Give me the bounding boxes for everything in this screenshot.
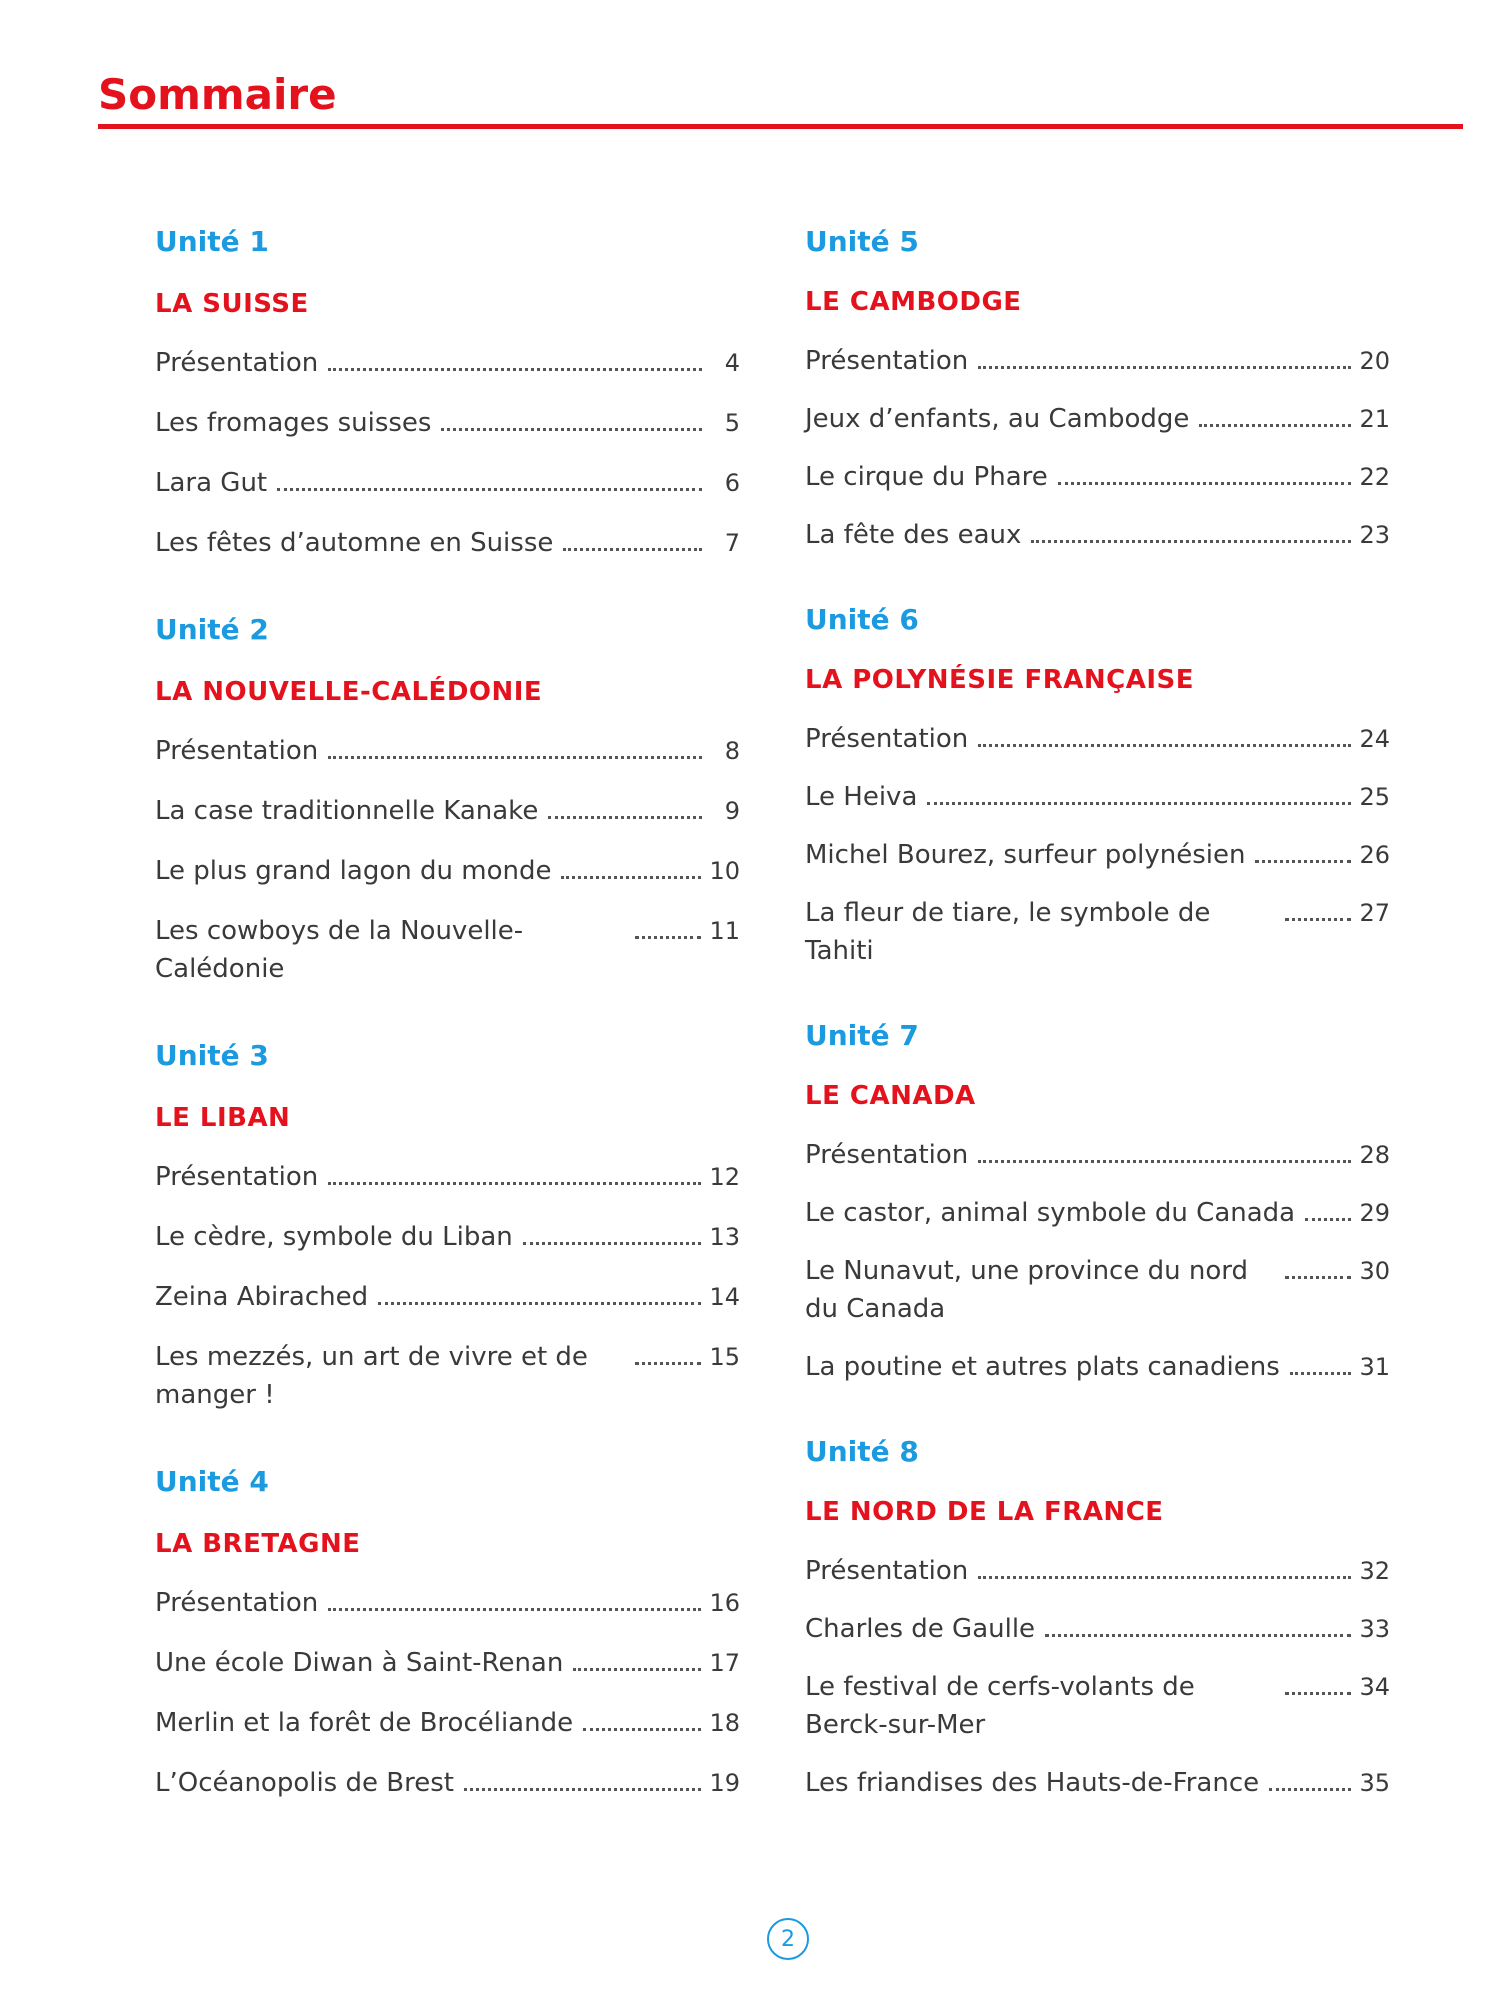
entry-page: 14 <box>709 1283 740 1311</box>
toc-entries <box>805 720 1390 970</box>
toc-entry[interactable] <box>155 1218 740 1256</box>
toc-entries <box>155 732 740 988</box>
dot-leader <box>1285 918 1351 921</box>
dot-leader <box>378 1302 701 1305</box>
entry-page: 4 <box>724 349 740 377</box>
unit-country: LE CANADA <box>805 1081 976 1111</box>
toc-column-left <box>155 222 740 1850</box>
entry-page: 23 <box>1359 521 1390 549</box>
unit-country: LE CAMBODGE <box>805 287 1022 317</box>
entry-page: 22 <box>1359 463 1390 491</box>
entry-title: La poutine et autres plats canadiens <box>805 1352 1280 1382</box>
dot-leader <box>328 756 702 759</box>
entry-page: 6 <box>724 469 740 497</box>
dot-leader <box>978 1576 1351 1579</box>
entry-title: La fleur de tiare, le symbole de Tahiti <box>805 898 1211 966</box>
toc-entries <box>805 342 1390 554</box>
entry-page: 30 <box>1359 1257 1390 1285</box>
entry-page: 16 <box>709 1589 740 1617</box>
entry-page: 13 <box>709 1223 740 1251</box>
toc-entry[interactable] <box>805 1552 1390 1590</box>
entry-title: Présentation <box>155 348 319 378</box>
entry-page: 24 <box>1359 725 1390 753</box>
toc-entry[interactable] <box>805 458 1390 496</box>
unit-section <box>805 222 1390 554</box>
dot-leader <box>1305 1218 1351 1221</box>
entry-page: 29 <box>1359 1199 1390 1227</box>
entry-page: 34 <box>1359 1673 1390 1701</box>
toc-entry[interactable] <box>805 894 1390 970</box>
toc-entry[interactable] <box>155 464 740 502</box>
dot-leader <box>1285 1692 1351 1695</box>
toc-entry[interactable] <box>155 344 740 382</box>
dot-leader <box>583 1728 701 1731</box>
toc-entries <box>155 1158 740 1414</box>
toc-entry[interactable] <box>155 1278 740 1316</box>
dot-leader <box>1058 482 1352 485</box>
title-underline <box>98 124 1463 129</box>
entry-title: Jeux d’enfants, au Cambodge <box>805 404 1190 434</box>
toc-entry[interactable] <box>805 836 1390 874</box>
unit-section <box>155 1462 740 1802</box>
dot-leader <box>328 368 702 371</box>
unit-label: Unité 4 <box>155 1465 269 1498</box>
entry-title: Michel Bourez, surfeur polynésien <box>805 840 1246 870</box>
toc-entry[interactable] <box>805 1668 1390 1744</box>
entry-title: Présentation <box>805 724 969 754</box>
unit-country: LA SUISSE <box>155 289 309 319</box>
dot-leader <box>635 936 701 939</box>
dot-leader <box>328 1182 701 1185</box>
entry-page: 32 <box>1359 1557 1390 1585</box>
unit-country: LA BRETAGNE <box>155 1529 361 1559</box>
entry-title: Lara Gut <box>155 468 268 498</box>
entry-title: Merlin et la forêt de Brocéliande <box>155 1708 574 1738</box>
entry-title: Les cowboys de la Nouvelle-Calédonie <box>155 916 524 984</box>
entry-title: Les fêtes d’automne en Suisse <box>155 528 554 558</box>
entry-title: La fête des eaux <box>805 520 1022 550</box>
toc-entries <box>155 1584 740 1802</box>
dot-leader <box>441 428 702 431</box>
entry-page: 19 <box>709 1769 740 1797</box>
toc-entry[interactable] <box>805 1764 1390 1802</box>
unit-country: LA POLYNÉSIE FRANÇAISE <box>805 665 1195 695</box>
dot-leader <box>1290 1372 1352 1375</box>
entry-page: 26 <box>1359 841 1390 869</box>
toc-entry[interactable] <box>805 1136 1390 1174</box>
toc-entry[interactable] <box>805 1194 1390 1232</box>
entry-title: Présentation <box>805 1556 969 1586</box>
toc-entry[interactable] <box>155 792 740 830</box>
dot-leader <box>561 876 701 879</box>
entry-page: 28 <box>1359 1141 1390 1169</box>
unit-label: Unité 6 <box>805 603 919 636</box>
toc-entry[interactable] <box>155 732 740 770</box>
entry-title: Le cirque du Phare <box>805 462 1048 492</box>
toc-entry[interactable] <box>155 1158 740 1196</box>
toc-entries <box>805 1136 1390 1386</box>
unit-section <box>805 600 1390 970</box>
toc-entry[interactable] <box>155 524 740 562</box>
entry-title: Le castor, animal symbole du Canada <box>805 1198 1296 1228</box>
entry-title: Le Nunavut, une province du nord du Canada <box>805 1256 1248 1324</box>
toc-entry[interactable] <box>155 852 740 890</box>
unit-country: LA NOUVELLE-CALÉDONIE <box>155 677 543 707</box>
unit-label: Unité 5 <box>805 225 919 258</box>
dot-leader <box>464 1788 702 1791</box>
entry-title: Le cèdre, symbole du Liban <box>155 1222 513 1252</box>
entry-page: 8 <box>724 737 740 765</box>
page-number-badge: 2 <box>767 1918 809 1960</box>
dot-leader <box>635 1362 701 1365</box>
entry-page: 10 <box>709 857 740 885</box>
unit-country: LE LIBAN <box>155 1103 291 1133</box>
entry-page: 21 <box>1359 405 1390 433</box>
unit-section <box>155 222 740 562</box>
entry-title: Les friandises des Hauts-de-France <box>805 1768 1260 1798</box>
entry-page: 7 <box>724 529 740 557</box>
entry-page: 35 <box>1359 1769 1390 1797</box>
entry-page: 12 <box>709 1163 740 1191</box>
entry-title: Une école Diwan à Saint-Renan <box>155 1648 564 1678</box>
dot-leader <box>1285 1276 1351 1279</box>
toc-column-right <box>805 222 1390 1848</box>
toc-entries <box>155 344 740 562</box>
entry-page: 9 <box>724 797 740 825</box>
toc-entry[interactable] <box>155 1584 740 1622</box>
dot-leader <box>523 1242 702 1245</box>
entry-page: 31 <box>1359 1353 1390 1381</box>
toc-entries <box>805 1552 1390 1802</box>
unit-section <box>805 1016 1390 1386</box>
entry-title: Charles de Gaulle <box>805 1614 1036 1644</box>
entry-page: 33 <box>1359 1615 1390 1643</box>
dot-leader <box>1255 860 1351 863</box>
entry-title: Le plus grand lagon du monde <box>155 856 552 886</box>
dot-leader <box>1031 540 1351 543</box>
toc-entry[interactable] <box>155 1338 740 1414</box>
toc-entry[interactable] <box>155 1764 740 1802</box>
unit-country: LE NORD DE LA FRANCE <box>805 1497 1164 1527</box>
entry-title: La case traditionnelle Kanake <box>155 796 539 826</box>
unit-label: Unité 7 <box>805 1019 919 1052</box>
entry-title: Présentation <box>155 1588 319 1618</box>
entry-title: Les mezzés, un art de vivre et de manger ! <box>155 1342 588 1410</box>
dot-leader <box>927 802 1351 805</box>
entry-page: 18 <box>709 1709 740 1737</box>
entry-title: Présentation <box>155 1162 319 1192</box>
entry-page: 17 <box>709 1649 740 1677</box>
entry-page: 15 <box>709 1343 740 1371</box>
toc-entry[interactable] <box>155 404 740 442</box>
dot-leader <box>978 1160 1351 1163</box>
page-title: Sommaire <box>98 70 337 119</box>
entry-page: 11 <box>709 917 740 945</box>
entry-title: Présentation <box>805 1140 969 1170</box>
unit-label: Unité 2 <box>155 613 269 646</box>
entry-title: Le festival de cerfs-volants de Berck-sur-Mer <box>805 1672 1195 1740</box>
entry-title: Présentation <box>155 736 319 766</box>
toc-entry[interactable] <box>805 720 1390 758</box>
entry-page: 25 <box>1359 783 1390 811</box>
dot-leader <box>978 744 1351 747</box>
entry-page: 27 <box>1359 899 1390 927</box>
entry-title: L’Océanopolis de Brest <box>155 1768 454 1798</box>
dot-leader <box>1045 1634 1351 1637</box>
entry-title: Le Heiva <box>805 782 918 812</box>
unit-section <box>805 1432 1390 1802</box>
dot-leader <box>277 488 702 491</box>
toc-entry[interactable] <box>805 342 1390 380</box>
toc-entry[interactable] <box>805 516 1390 554</box>
entry-title: Zeina Abirached <box>155 1282 369 1312</box>
entry-title: Les fromages suisses <box>155 408 432 438</box>
toc-entry[interactable] <box>805 400 1390 438</box>
entry-page: 20 <box>1359 347 1390 375</box>
unit-section <box>155 610 740 988</box>
unit-section <box>155 1036 740 1414</box>
dot-leader <box>548 816 702 819</box>
toc-entry[interactable] <box>805 1610 1390 1648</box>
dot-leader <box>1269 1788 1351 1791</box>
entry-page: 5 <box>724 409 740 437</box>
toc-entry[interactable] <box>155 912 740 988</box>
toc-entry[interactable] <box>805 1252 1390 1328</box>
dot-leader <box>978 366 1351 369</box>
dot-leader <box>328 1608 701 1611</box>
dot-leader <box>1199 424 1351 427</box>
unit-label: Unité 1 <box>155 225 269 258</box>
toc-entry[interactable] <box>155 1644 740 1682</box>
toc-entry[interactable] <box>155 1704 740 1742</box>
unit-label: Unité 3 <box>155 1039 269 1072</box>
dot-leader <box>563 548 702 551</box>
unit-label: Unité 8 <box>805 1435 919 1468</box>
entry-title: Présentation <box>805 346 969 376</box>
toc-entry[interactable] <box>805 778 1390 816</box>
toc-entry[interactable] <box>805 1348 1390 1386</box>
dot-leader <box>573 1668 701 1671</box>
